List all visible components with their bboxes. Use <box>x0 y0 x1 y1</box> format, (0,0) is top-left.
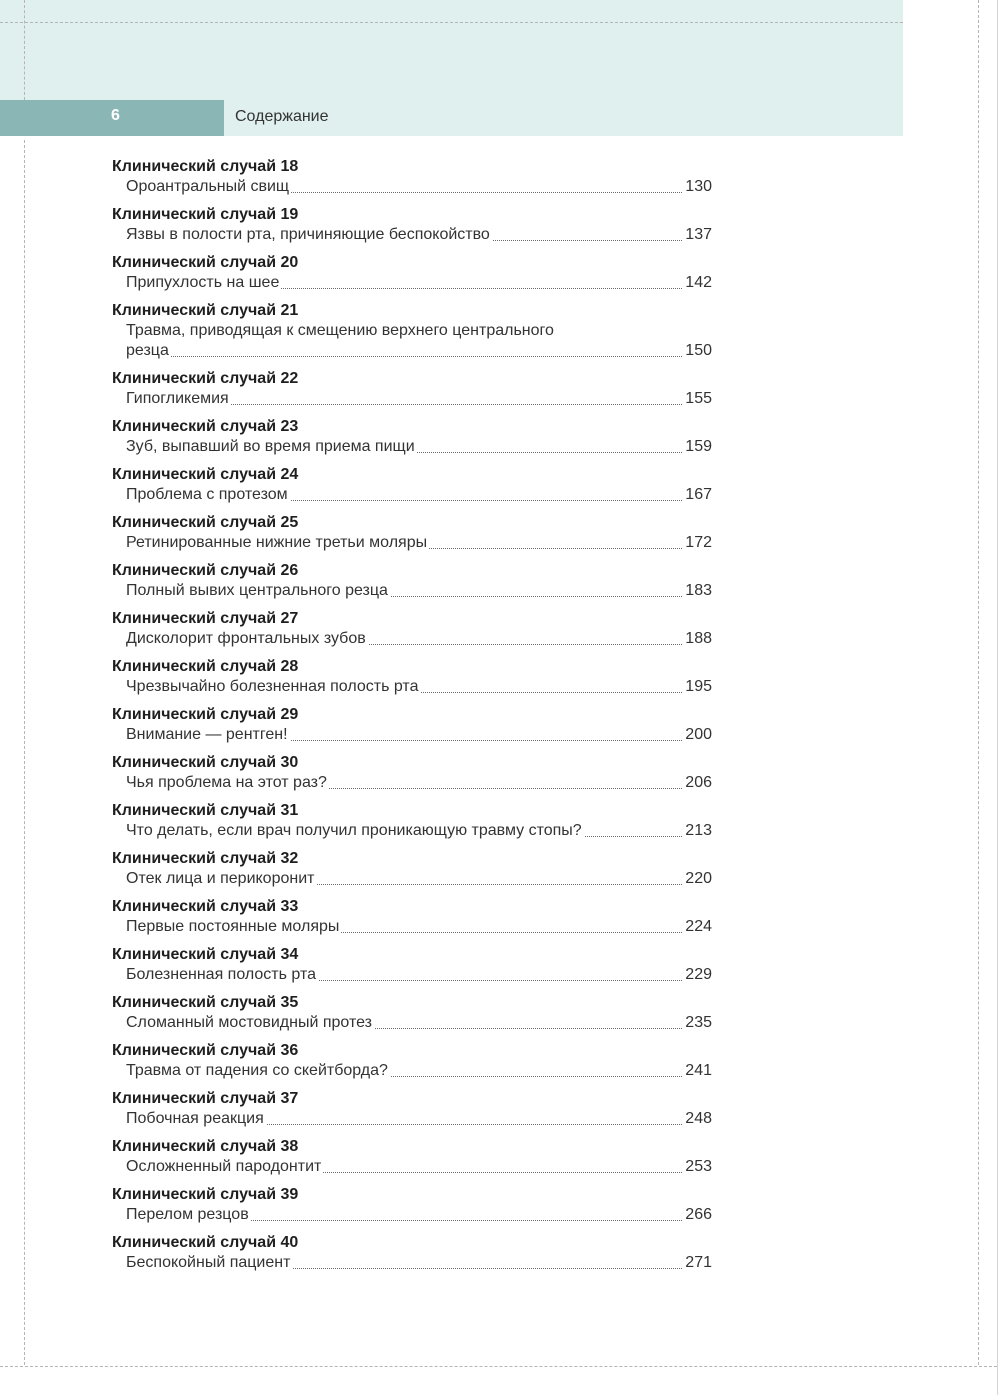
toc-entry[interactable] <box>112 705 712 745</box>
toc-line <box>126 917 712 937</box>
toc-entry[interactable] <box>112 301 712 361</box>
page-ref: 183 <box>685 582 712 599</box>
case-title: Беспокойный пациент <box>126 1254 291 1271</box>
page-ref: 213 <box>685 822 712 839</box>
toc-entry[interactable] <box>112 417 712 457</box>
case-title-line: Травма, приводящая к смещению верхнего центрального <box>126 322 554 339</box>
case-title: Отек лица и перикоронит <box>126 870 315 887</box>
toc-entry[interactable] <box>112 753 712 793</box>
case-heading: Клинический случай 30 <box>112 754 299 771</box>
toc-entry[interactable] <box>112 205 712 245</box>
toc-line <box>126 1109 712 1129</box>
toc-line <box>126 581 712 601</box>
case-heading: Клинический случай 36 <box>112 1042 299 1059</box>
page-ref: 155 <box>685 390 712 407</box>
page-ref: 224 <box>685 918 712 935</box>
page-ref: 206 <box>685 774 712 791</box>
page-ref: 137 <box>685 226 712 243</box>
toc-line <box>126 177 712 197</box>
toc-line <box>126 1013 712 1033</box>
case-title: Осложненный пародонтит <box>126 1158 322 1175</box>
toc-line <box>126 533 712 553</box>
case-title: Чья проблема на этот раз? <box>126 774 327 791</box>
case-heading: Клинический случай 20 <box>112 254 299 271</box>
toc-line <box>126 1205 712 1225</box>
page-ref: 195 <box>685 678 712 695</box>
page-ref: 253 <box>685 1158 712 1175</box>
toc-entry[interactable] <box>112 849 712 889</box>
toc-entry[interactable] <box>112 1233 712 1273</box>
toc-line <box>126 1157 712 1177</box>
toc-entry[interactable] <box>112 897 712 937</box>
page-ref: 200 <box>685 726 712 743</box>
toc-line <box>126 965 712 985</box>
toc-entry[interactable] <box>112 369 712 409</box>
toc-entry[interactable] <box>112 561 712 601</box>
case-title: Гипогликемия <box>126 390 229 407</box>
toc-line <box>126 225 712 245</box>
toc-entry[interactable] <box>112 465 712 505</box>
case-title: Травма от падения со скейтборда? <box>126 1062 388 1079</box>
case-title: Зуб, выпавший во время приема пищи <box>126 438 415 455</box>
page-ref: 220 <box>685 870 712 887</box>
page-ref: 241 <box>685 1062 712 1079</box>
page-edge <box>997 0 998 1395</box>
case-heading: Клинический случай 39 <box>112 1186 299 1203</box>
case-heading: Клинический случай 37 <box>112 1090 299 1107</box>
page-ref: 266 <box>685 1206 712 1223</box>
page-ref: 235 <box>685 1014 712 1031</box>
page-ref: 150 <box>685 342 712 359</box>
case-heading: Клинический случай 21 <box>112 302 299 319</box>
dot-leader <box>126 356 712 357</box>
toc-entry[interactable] <box>112 801 712 841</box>
toc-line <box>126 677 712 697</box>
page-ref: 271 <box>685 1254 712 1271</box>
page-ref: 167 <box>685 486 712 503</box>
case-title: Дисколорит фронтальных зубов <box>126 630 366 647</box>
toc-line <box>126 629 712 649</box>
toc-line <box>126 725 712 745</box>
case-heading: Клинический случай 27 <box>112 610 299 627</box>
case-title: Припухлость на шее <box>126 274 280 291</box>
case-title: Что делать, если врач получил проникающую травму стопы? <box>126 822 582 839</box>
case-heading: Клинический случай 32 <box>112 850 299 867</box>
case-heading: Клинический случай 24 <box>112 466 299 483</box>
case-title: Чрезвычайно болезненная полость рта <box>126 678 419 695</box>
case-heading: Клинический случай 18 <box>112 158 299 175</box>
toc-entry[interactable] <box>112 1185 712 1225</box>
toc-line <box>126 773 712 793</box>
toc-entry[interactable] <box>112 513 712 553</box>
case-heading: Клинический случай 26 <box>112 562 299 579</box>
case-heading: Клинический случай 22 <box>112 370 299 387</box>
toc-entry[interactable] <box>112 609 712 649</box>
section-title: Содержание <box>235 108 329 125</box>
case-heading: Клинический случай 23 <box>112 418 299 435</box>
toc-entry[interactable] <box>112 253 712 293</box>
case-heading: Клинический случай 40 <box>112 1234 299 1251</box>
toc-entry[interactable] <box>112 657 712 697</box>
page-ref: 159 <box>685 438 712 455</box>
page-ref: 248 <box>685 1110 712 1127</box>
case-title: Побочная реакция <box>126 1110 264 1127</box>
page-number: 6 <box>111 107 120 124</box>
toc-line <box>126 273 712 293</box>
case-heading: Клинический случай 25 <box>112 514 299 531</box>
toc-line <box>126 1253 712 1273</box>
toc-line <box>126 1061 712 1081</box>
toc-entry[interactable] <box>112 1041 712 1081</box>
toc-entry[interactable] <box>112 1089 712 1129</box>
case-title: Первые постоянные моляры <box>126 918 340 935</box>
table-of-contents <box>112 157 712 1281</box>
toc-line <box>126 389 712 409</box>
page-ref: 130 <box>685 178 712 195</box>
crop-mark-bottom <box>0 1366 997 1367</box>
case-heading: Клинический случай 29 <box>112 706 299 723</box>
toc-line <box>126 437 712 457</box>
crop-mark-left-top <box>24 0 25 100</box>
case-heading: Клинический случай 35 <box>112 994 299 1011</box>
case-title: Язвы в полости рта, причиняющие беспокойство <box>126 226 490 243</box>
page-ref: 188 <box>685 630 712 647</box>
case-title: Сломанный мостовидный протез <box>126 1014 372 1031</box>
toc-entry[interactable] <box>112 1137 712 1177</box>
toc-line <box>126 821 712 841</box>
page-ref: 172 <box>685 534 712 551</box>
case-title: Перелом резцов <box>126 1206 249 1223</box>
case-title: Ороантральный свищ <box>126 178 290 195</box>
case-heading: Клинический случай 38 <box>112 1138 299 1155</box>
case-heading: Клинический случай 31 <box>112 802 299 819</box>
case-heading: Клинический случай 33 <box>112 898 299 915</box>
crop-mark-left <box>24 140 25 1365</box>
case-heading: Клинический случай 19 <box>112 206 299 223</box>
page-ref: 142 <box>685 274 712 291</box>
toc-entry[interactable] <box>112 157 712 197</box>
case-title: резца <box>126 342 169 359</box>
toc-line <box>126 485 712 505</box>
toc-line <box>126 341 712 361</box>
crop-mark-top <box>0 22 903 23</box>
crop-mark-right <box>978 0 979 1365</box>
toc-line <box>126 869 712 889</box>
case-title: Внимание — рентген! <box>126 726 288 743</box>
toc-entry[interactable] <box>112 945 712 985</box>
case-heading: Клинический случай 28 <box>112 658 299 675</box>
case-heading: Клинический случай 34 <box>112 946 299 963</box>
case-title: Проблема с протезом <box>126 486 288 503</box>
case-title: Болезненная полость рта <box>126 966 317 983</box>
page-ref: 229 <box>685 966 712 983</box>
case-title: Ретинированные нижние третьи моляры <box>126 534 428 551</box>
toc-entry[interactable] <box>112 993 712 1033</box>
case-title: Полный вывих центрального резца <box>126 582 388 599</box>
